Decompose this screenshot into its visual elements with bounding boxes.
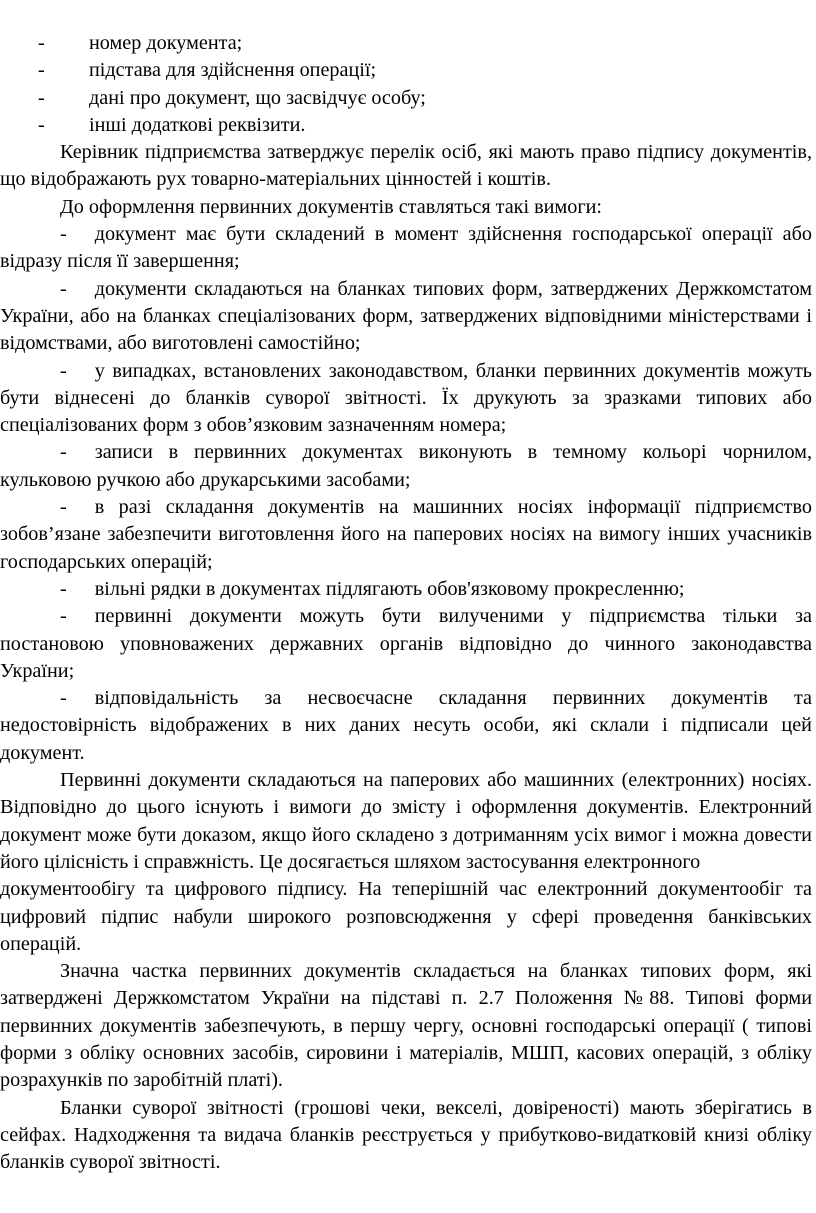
list-item-text: номер документа;	[89, 32, 243, 54]
requirement-text: відповідальність за несвоєчасне складання первинних документів та недостовірність відображених в них даних несуть особи, які склали і підписали цей документ.	[0, 687, 812, 764]
requirements-list	[0, 221, 812, 767]
requirement-item	[0, 358, 812, 440]
list-item	[0, 85, 812, 112]
requirement-text: вільні рядки в документах підлягають обов'язковому прокресленню;	[94, 577, 685, 600]
list-dash: -	[60, 223, 67, 246]
requirement-text: документи складаються на бланках типових форм, затверджених Держкомстатом України, або на бланках спеціалізованих форм, затверджених відповідними міністерствами і відомствами, або виготовлені самостійно;	[0, 277, 812, 355]
top-bullet-list	[0, 30, 812, 139]
paragraph-signers: Керівник підприємства затверджує перелік осіб, які мають право підпису документів, що відображають рух товарно-матеріальних цінностей і коштів.	[0, 141, 812, 191]
requirement-item	[0, 576, 812, 603]
list-item-text: підстава для здійснення операції;	[89, 59, 377, 82]
requirement-item	[0, 603, 812, 685]
paragraph-requirements-intro: До оформлення первинних документів ставляться такі вимоги:	[60, 195, 603, 218]
list-dash: -	[60, 577, 67, 600]
requirement-text: в разі складання документів на машинних носіях інформації підприємство зобов’язане забезпечити виготовлення його на паперових носіях на вимогу інших учасників господарських операцій;	[0, 496, 812, 573]
list-dash: -	[38, 59, 45, 82]
list-dash: -	[60, 441, 67, 464]
list-dash: -	[60, 687, 67, 710]
requirement-item	[0, 221, 812, 276]
requirement-text: первинні документи можуть бути вилученими у підприємства тільки за постановою уповноважених державних органів відповідно до чинного законодавства України;	[0, 605, 812, 682]
requirement-text: документ має бути складений в момент здійснення господарської операції або відразу після її завершення;	[0, 223, 812, 273]
list-dash: -	[38, 113, 45, 136]
requirement-item	[0, 276, 812, 358]
list-item	[0, 112, 812, 139]
paragraph-electronic-documents: Первинні документи складаються на паперових або машинних (електронних) носіях. Відповідно до цього існують і вимоги до змісту і оформлення документів. Електронний документ може бути доказом, якщо його складено з дотриманням усіх вимог і можна довести його цілісність і справжність. Це досягається шляхом застосування електронного	[0, 769, 812, 873]
requirement-text: у випадках, встановлених законодавством, бланки первинних документів можуть бути віднесені до бланків суворої звітності. Їх друкують за зразками типових або спеціалізованих форм з обов’язковим зазначенням номера;	[0, 359, 812, 437]
requirement-item	[0, 439, 812, 494]
paragraph-typical-forms: Значна частка первинних документів складається на бланках типових форм, які затверджені Держкомстатом України на підставі п. 2.7 Положення №88. Типові форми первинних документів забезпечують, в першу чергу, основні господарські операції ( типові форми з обліку основних засобів, сировини і матеріалів, МШП, касових операцій, з обліку розрахунків по заробітній платі).	[0, 960, 812, 1092]
requirement-item	[0, 494, 812, 576]
list-dash: -	[38, 86, 45, 109]
list-dash: -	[60, 277, 67, 300]
list-dash: -	[60, 359, 67, 382]
paragraph-electronic-workflow: документообігу та цифрового підпису. На теперішній час електронний документообіг та цифровий підпис набули широкого розповсюдження у сфері проведення банківських операцій.	[0, 878, 812, 955]
list-dash: -	[38, 32, 45, 54]
list-dash: -	[60, 496, 67, 519]
requirement-text: записи в первинних документах виконують в темному кольорі чорнилом, кульковою ручкою або друкарськими засобами;	[0, 441, 812, 491]
list-dash: -	[60, 605, 67, 628]
requirement-item	[0, 685, 812, 767]
list-item	[0, 30, 812, 57]
paragraph-strict-reporting: Бланки суворої звітності (грошові чеки, векселі, довіреності) мають зберігатись в сейфах. Надходження та видача бланків реєструється у прибутково-видатковій книзі обліку бланків суворої звітності.	[0, 1096, 812, 1174]
list-item	[0, 57, 812, 84]
list-item-text: інші додаткові реквізити.	[89, 113, 306, 136]
document-page	[0, 30, 812, 1176]
list-item-text: дані про документ, що засвідчує особу;	[89, 86, 426, 109]
